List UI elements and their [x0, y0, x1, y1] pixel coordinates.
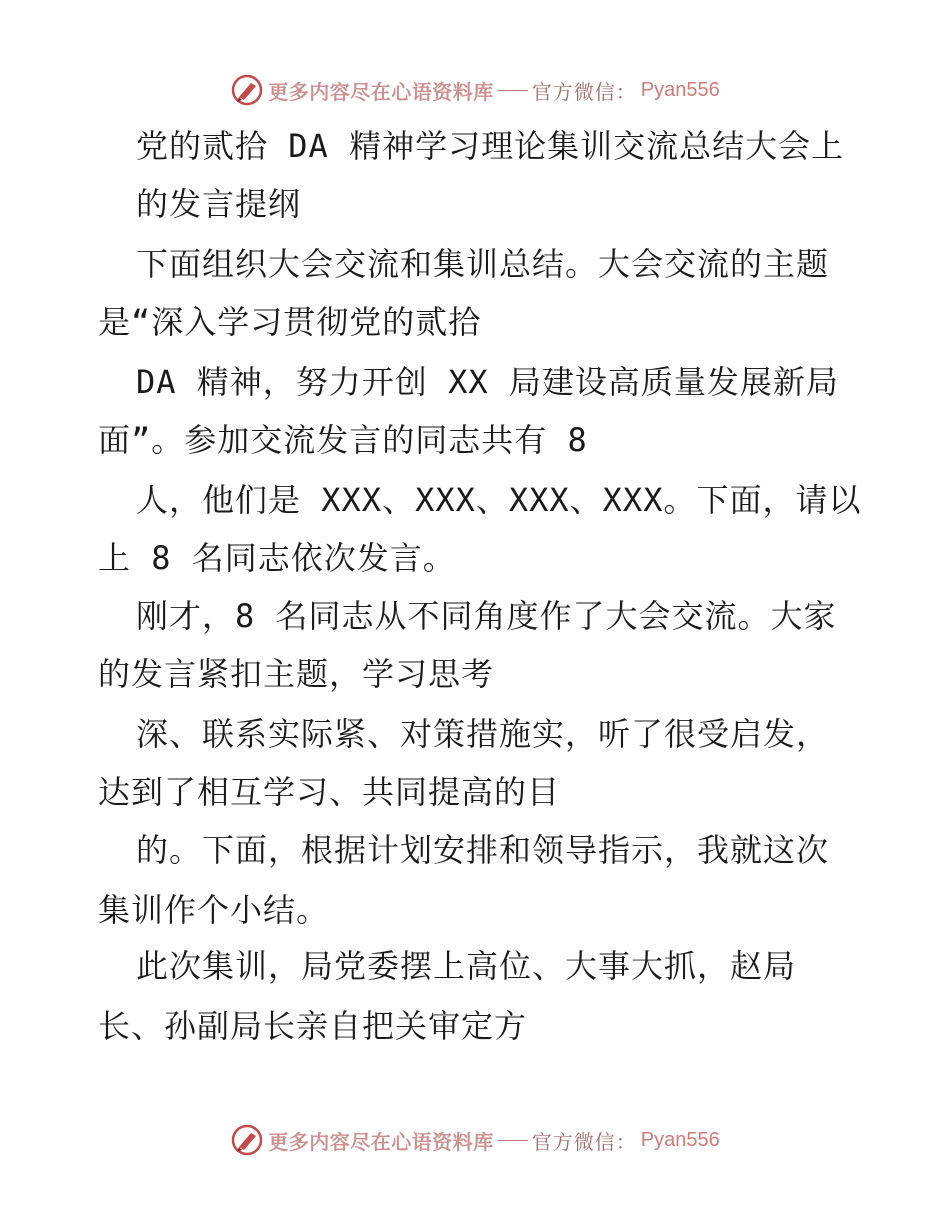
- watermark-wechat-label: 官方微信：: [531, 1129, 637, 1154]
- watermark-main-text: 更多内容尽在心语资料库: [268, 79, 494, 104]
- doc-line: 长、孙副局长亲自把关审定方: [98, 1007, 528, 1045]
- watermark-wechat-id: Pyan556: [640, 78, 720, 101]
- doc-line: 深、联系实际紧、对策措施实，听了很受启发，: [136, 715, 830, 753]
- watermark-wechat-label: 官方微信：: [531, 79, 637, 104]
- watermark-dash: [498, 1140, 528, 1141]
- doc-line: 人，他们是 XXX、XXX、XXX、XXX。下面，请以: [136, 481, 862, 519]
- doc-line: 上 8 名同志依次发言。: [98, 539, 456, 577]
- doc-line: DA 精神，努力开创 XX 局建设高质量发展新局: [136, 363, 839, 401]
- doc-line: 党的贰拾 DA 精神学习理论集训交流总结大会上: [136, 127, 845, 165]
- watermark-footer: [0, 1120, 950, 1160]
- doc-line: 面”。参加交流发言的同志共有 8: [98, 421, 588, 459]
- doc-line: 达到了相互学习、共同提高的目: [98, 773, 561, 811]
- doc-line: 刚才，8 名同志从不同角度作了大会交流。大家: [136, 597, 837, 635]
- doc-line: 的。下面，根据计划安排和领导指示，我就这次: [136, 831, 830, 869]
- watermark-wechat-id: Pyan556: [640, 1128, 720, 1151]
- doc-line: 下面组织大会交流和集训总结。大会交流的主题: [136, 245, 830, 283]
- doc-line: 的发言提纲: [136, 185, 302, 223]
- doc-line: 的发言紧扣主题，学习思考: [98, 655, 495, 693]
- doc-line: 集训作个小结。: [98, 891, 330, 929]
- watermark-main-text: 更多内容尽在心语资料库: [268, 1129, 494, 1154]
- doc-line: 是“深入学习贯彻党的贰拾: [98, 303, 482, 341]
- pen-logo-icon: [230, 1123, 264, 1157]
- doc-line: 此次集训，局党委摆上高位、大事大抓，赵局: [136, 947, 797, 985]
